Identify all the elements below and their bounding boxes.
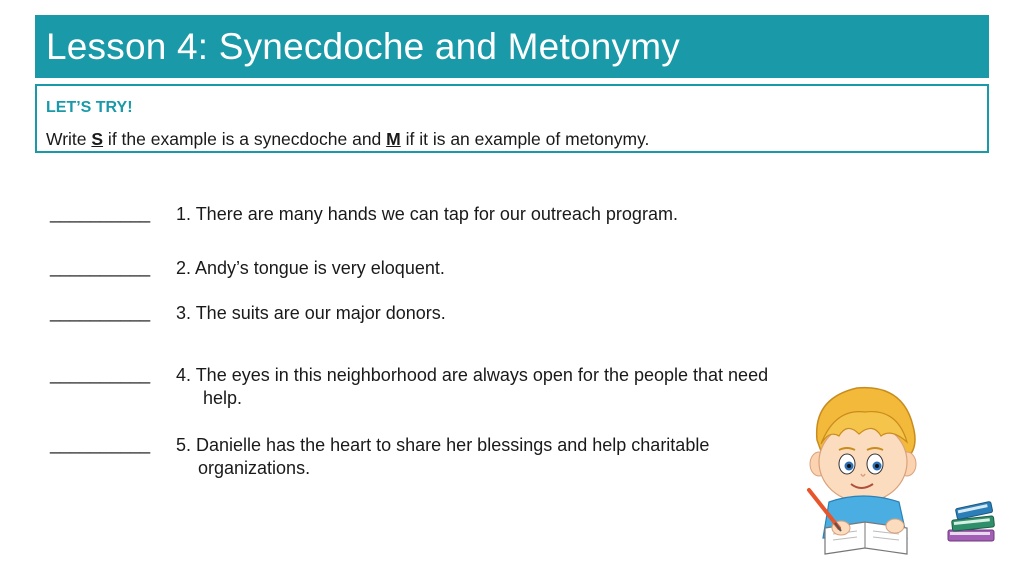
- question-text: [176, 434, 846, 480]
- instructions-box: [35, 84, 989, 153]
- title-bar: [35, 15, 989, 78]
- instr-suffix: if it is an example of metonymy.: [400, 129, 650, 149]
- question-text: [176, 302, 846, 325]
- instructions-text: [46, 129, 649, 150]
- instr-middle: if the example is a synecdoche and: [103, 129, 387, 149]
- boy-writing-icon: [795, 378, 935, 558]
- answer-blank[interactable]: __________: [50, 364, 151, 384]
- instructions-heading: LET’S TRY!: [46, 99, 133, 116]
- question-text: [176, 364, 846, 410]
- question-line: 1. There are many hands we can tap for our outreach program.: [176, 204, 678, 224]
- letter-m: M: [386, 129, 401, 149]
- question-line-continued: help.: [203, 388, 243, 408]
- answer-blank[interactable]: __________: [50, 302, 151, 322]
- question-line: 3. The suits are our major donors.: [176, 303, 446, 323]
- question-line: 4. The eyes in this neighborhood are always open for the people that need: [176, 365, 769, 385]
- page-title: Lesson 4: Synecdoche and Metonymy: [46, 25, 680, 67]
- books-stack-icon: [944, 500, 1000, 545]
- question-line: 5. Danielle has the heart to share her blessings and help charitable: [176, 435, 710, 455]
- letter-s: S: [91, 129, 104, 149]
- question-text: [176, 203, 846, 226]
- answer-blank[interactable]: __________: [50, 434, 151, 454]
- question-text: [176, 257, 846, 280]
- answer-blank[interactable]: __________: [50, 203, 151, 223]
- instr-prefix: Write: [46, 129, 92, 149]
- question-line: 2. Andy’s tongue is very eloquent.: [176, 258, 445, 278]
- question-line-continued: organizations.: [198, 458, 311, 478]
- answer-blank[interactable]: __________: [50, 257, 151, 277]
